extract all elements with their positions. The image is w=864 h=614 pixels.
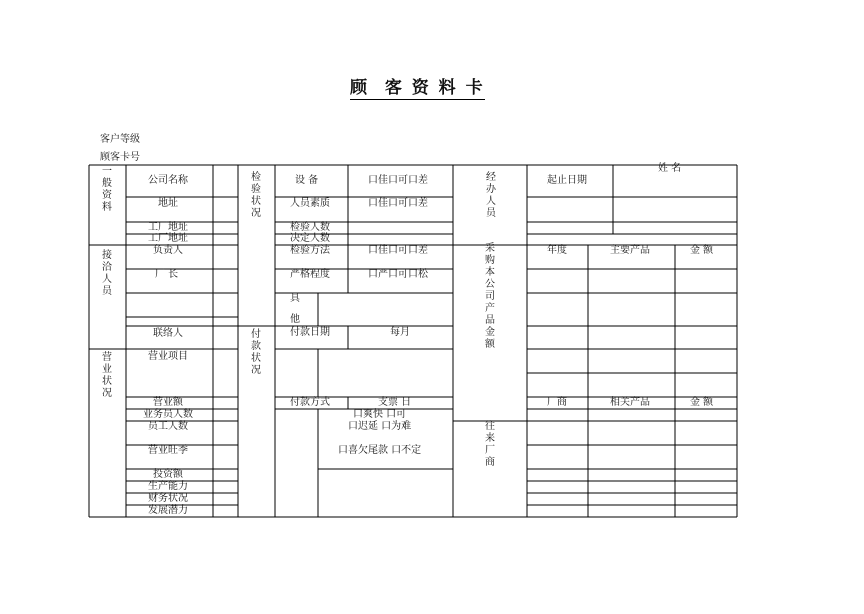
owner-label: 负责人 — [153, 245, 183, 256]
start-date-label: 起止日期 — [547, 175, 587, 186]
delay-options: 口迟延 口为难 — [348, 421, 412, 432]
investment-label: 投资额 — [153, 469, 183, 480]
factory-head-label: 厂 长 — [155, 269, 179, 280]
employees-label: 员工人数 — [148, 421, 188, 432]
check-label: 支票 日 — [378, 397, 412, 408]
pay-date-label: 付款日期 — [290, 327, 330, 338]
section-handler: 经办 人员 — [486, 172, 496, 219]
amount2-label: 金 额 — [690, 397, 714, 408]
section-payment: 付款状况 — [251, 329, 261, 376]
peak-season-label: 营业旺季 — [148, 445, 188, 456]
contact-person-label: 联络人 — [153, 328, 183, 339]
method-options: 口佳口可口差 — [368, 245, 428, 256]
section-contacts: 接洽人员 — [102, 250, 112, 297]
related-products-label: 相关产品 — [610, 397, 650, 408]
card-number-label: 顾客卡号 — [100, 152, 140, 163]
company-name-label: 公司名称 — [148, 175, 188, 186]
name-label: 姓 名 — [658, 163, 682, 174]
inspectors-label: 检验人数 — [290, 222, 330, 233]
address-label: 地址 — [158, 198, 178, 209]
method-label: 检验方法 — [290, 245, 330, 256]
tools-label-2: 他 — [290, 314, 300, 325]
section-business: 营业状况 — [102, 352, 112, 399]
main-products-label: 主要产品 — [610, 245, 650, 256]
personnel-label: 人员素质 — [290, 198, 330, 209]
customer-level-label: 客户等级 — [100, 134, 140, 145]
supplier-label: 厂商 — [547, 397, 567, 408]
tools-label-1: 具 — [290, 293, 300, 304]
finance-label: 财务状况 — [148, 493, 188, 504]
equipment-options: 口佳口可口差 — [368, 175, 428, 186]
strictness-options: 口严口可口松 — [368, 269, 428, 280]
sales-staff-label: 业务员人数 — [143, 409, 193, 420]
business-items-label: 营业项目 — [148, 351, 188, 362]
revenue-label: 营业额 — [153, 397, 183, 408]
amount-label: 金 额 — [690, 245, 714, 256]
equipment-label: 设 备 — [295, 175, 319, 186]
section-general: 一般资料 — [102, 166, 112, 213]
page-title: 顾 客 资 料 卡 — [350, 78, 485, 98]
arrears-options: 口喜欠尾款 口不定 — [338, 445, 422, 456]
capacity-label: 生产能力 — [148, 481, 188, 492]
speed-options: 口爽快 口可 — [353, 409, 407, 420]
section-purchase: 采购本公司产品金额 — [485, 243, 495, 350]
personnel-options: 口佳口可口差 — [368, 198, 428, 209]
monthly-label: 每月 — [390, 327, 410, 338]
factory-address-label-2: 工厂地址 — [148, 233, 188, 244]
potential-label: 发展潜力 — [148, 505, 188, 516]
factory-address-label-1: 工厂地址 — [148, 222, 188, 233]
year-label: 年度 — [547, 245, 567, 256]
section-suppliers: 往来厂商 — [485, 421, 495, 468]
section-inspection: 检验状况 — [251, 172, 261, 219]
strictness-label: 严格程度 — [290, 269, 330, 280]
pay-method-label: 付款方式 — [290, 397, 330, 408]
decision-makers-label: 决定人数 — [290, 233, 330, 244]
